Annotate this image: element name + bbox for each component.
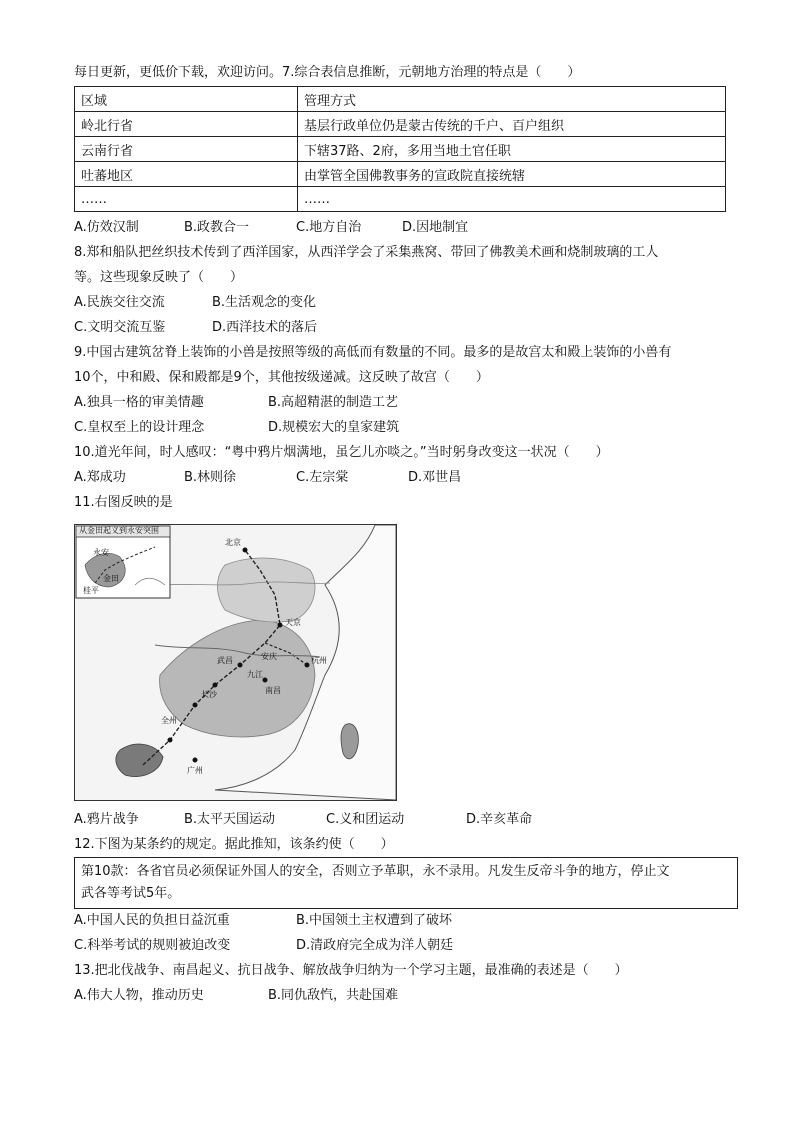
map-label: 金田	[103, 574, 119, 583]
option-a[interactable]: A.仿效汉制	[74, 220, 139, 235]
q9-stem-line2: 10个，中和殿、保和殿都是9个，其他按级递减。这反映了故宫（ ）	[74, 370, 489, 385]
option-a[interactable]: A.鸦片战争	[74, 812, 139, 827]
table-header-row	[75, 87, 726, 112]
option-a[interactable]: A.中国人民的负担日益沉重	[74, 913, 230, 928]
table-header-cell: 管理方式	[298, 87, 726, 112]
option-d[interactable]: D.规模宏大的皇家建筑	[268, 420, 400, 435]
table-cell: 基层行政单位仍是蒙古传统的千户、百户组织	[298, 112, 726, 137]
option-b[interactable]: B.生活观念的变化	[212, 295, 317, 310]
table-cell: ……	[75, 187, 298, 212]
taiping-map	[74, 524, 397, 801]
table-header-cell: 区域	[75, 87, 298, 112]
q10-stem: 10.道光年间，时人感叹：“粤中鸦片烟满地，虽乞儿亦啖之。”当时躬身改变这一状况（ ）	[74, 445, 609, 460]
q13-options	[74, 987, 398, 1005]
map-label: 天京	[285, 618, 301, 627]
table-row	[75, 162, 726, 187]
q11-options	[74, 811, 532, 829]
option-b[interactable]: B.同仇敌忾，共赴国难	[268, 988, 399, 1003]
q12-stem: 12.下图为某条约的规定。据此推知，该条约使（ ）	[74, 837, 394, 852]
option-a[interactable]: A.民族交往交流	[74, 295, 165, 310]
map-label: 长沙	[201, 690, 217, 699]
option-c[interactable]: C.地方自治	[296, 220, 362, 235]
q7-info-table	[74, 86, 726, 212]
map-label: 桂平	[83, 586, 99, 595]
option-b[interactable]: B.中国领土主权遭到了破坏	[296, 913, 453, 928]
q8-options-row1	[74, 294, 316, 312]
option-d[interactable]: D.清政府完全成为洋人朝廷	[296, 938, 454, 953]
option-d[interactable]: D.邓世昌	[408, 470, 462, 485]
option-b[interactable]: B.政教合一	[184, 220, 250, 235]
table-cell: ……	[298, 187, 726, 212]
map-label: 武昌	[217, 656, 233, 665]
option-a[interactable]: A.伟大人物，推动历史	[74, 988, 204, 1003]
map-label: 杭州	[311, 656, 327, 665]
option-c[interactable]: C.文明交流互鉴	[74, 320, 166, 335]
table-cell: 云南行省	[75, 137, 298, 162]
map-inset-title: 从金田起义到永安突围	[79, 526, 159, 535]
q10-options	[74, 469, 461, 487]
q9-stem-line1: 9.中国古建筑岔脊上装饰的小兽是按照等级的高低而有数量的不同。最多的是故宫太和殿上装饰的小兽有	[74, 345, 672, 360]
q12-options-row1	[74, 912, 452, 930]
treaty-clause-line2: 武各等考试5年。	[81, 886, 181, 901]
option-d[interactable]: D.因地制宜	[402, 220, 469, 235]
map-label: 北京	[225, 538, 241, 547]
table-cell: 下辖37路、2府，多用当地土官任职	[298, 137, 726, 162]
map-label: 安庆	[261, 652, 277, 661]
q7-options	[74, 219, 468, 237]
q12-options-row2	[74, 937, 453, 955]
q8-stem-line1: 8.郑和船队把丝织技术传到了西洋国家，从西洋学会了采集燕窝、带回了佛教美术画和烧制玻璃的工人	[74, 245, 659, 260]
table-cell: 岭北行省	[75, 112, 298, 137]
q8-options-row2	[74, 319, 317, 337]
q8-stem-line2: 等。这些现象反映了（ ）	[74, 270, 244, 285]
option-c[interactable]: C.义和团运动	[326, 812, 405, 827]
option-b[interactable]: B.林则徐	[184, 470, 237, 485]
treaty-clause-box	[74, 857, 738, 909]
q7-stem: 每日更新，更低价下载，欢迎访问。7.综合表信息推断，元朝地方治理的特点是（ ）	[74, 65, 581, 80]
map-label: 南昌	[265, 686, 281, 695]
option-c[interactable]: C.科举考试的规则被迫改变	[74, 938, 231, 953]
q11-stem: 11.右图反映的是	[74, 495, 173, 510]
treaty-clause-line1: 第10款：各省官员必须保证外国人的安全，否则立予革职，永不录用。凡发生反帝斗争的地方，停止文	[81, 864, 670, 879]
map-label: 广州	[187, 766, 203, 775]
option-c[interactable]: C.皇权至上的设计理念	[74, 420, 205, 435]
table-row	[75, 137, 726, 162]
table-cell: 吐蕃地区	[75, 162, 298, 187]
q9-options-row1	[74, 394, 398, 412]
option-a[interactable]: A.郑成功	[74, 470, 126, 485]
map-graphic	[75, 525, 396, 800]
table-cell: 由掌管全国佛教事务的宣政院直接统辖	[298, 162, 726, 187]
map-label: 永安	[93, 548, 109, 557]
map-label: 九江	[247, 670, 263, 679]
option-d[interactable]: D.辛亥革命	[466, 812, 533, 827]
option-b[interactable]: B.高超精湛的制造工艺	[268, 395, 399, 410]
option-c[interactable]: C.左宗棠	[296, 470, 349, 485]
table-row	[75, 112, 726, 137]
q13-stem: 13.把北伐战争、南昌起义、抗日战争、解放战争归纳为一个学习主题，最准确的表述是（ ）	[74, 963, 628, 978]
q9-options-row2	[74, 419, 399, 437]
option-b[interactable]: B.太平天国运动	[184, 812, 276, 827]
table-row	[75, 187, 726, 212]
option-d[interactable]: D.西洋技术的落后	[212, 320, 318, 335]
map-label: 全州	[161, 716, 177, 725]
option-a[interactable]: A.独具一格的审美情趣	[74, 395, 204, 410]
